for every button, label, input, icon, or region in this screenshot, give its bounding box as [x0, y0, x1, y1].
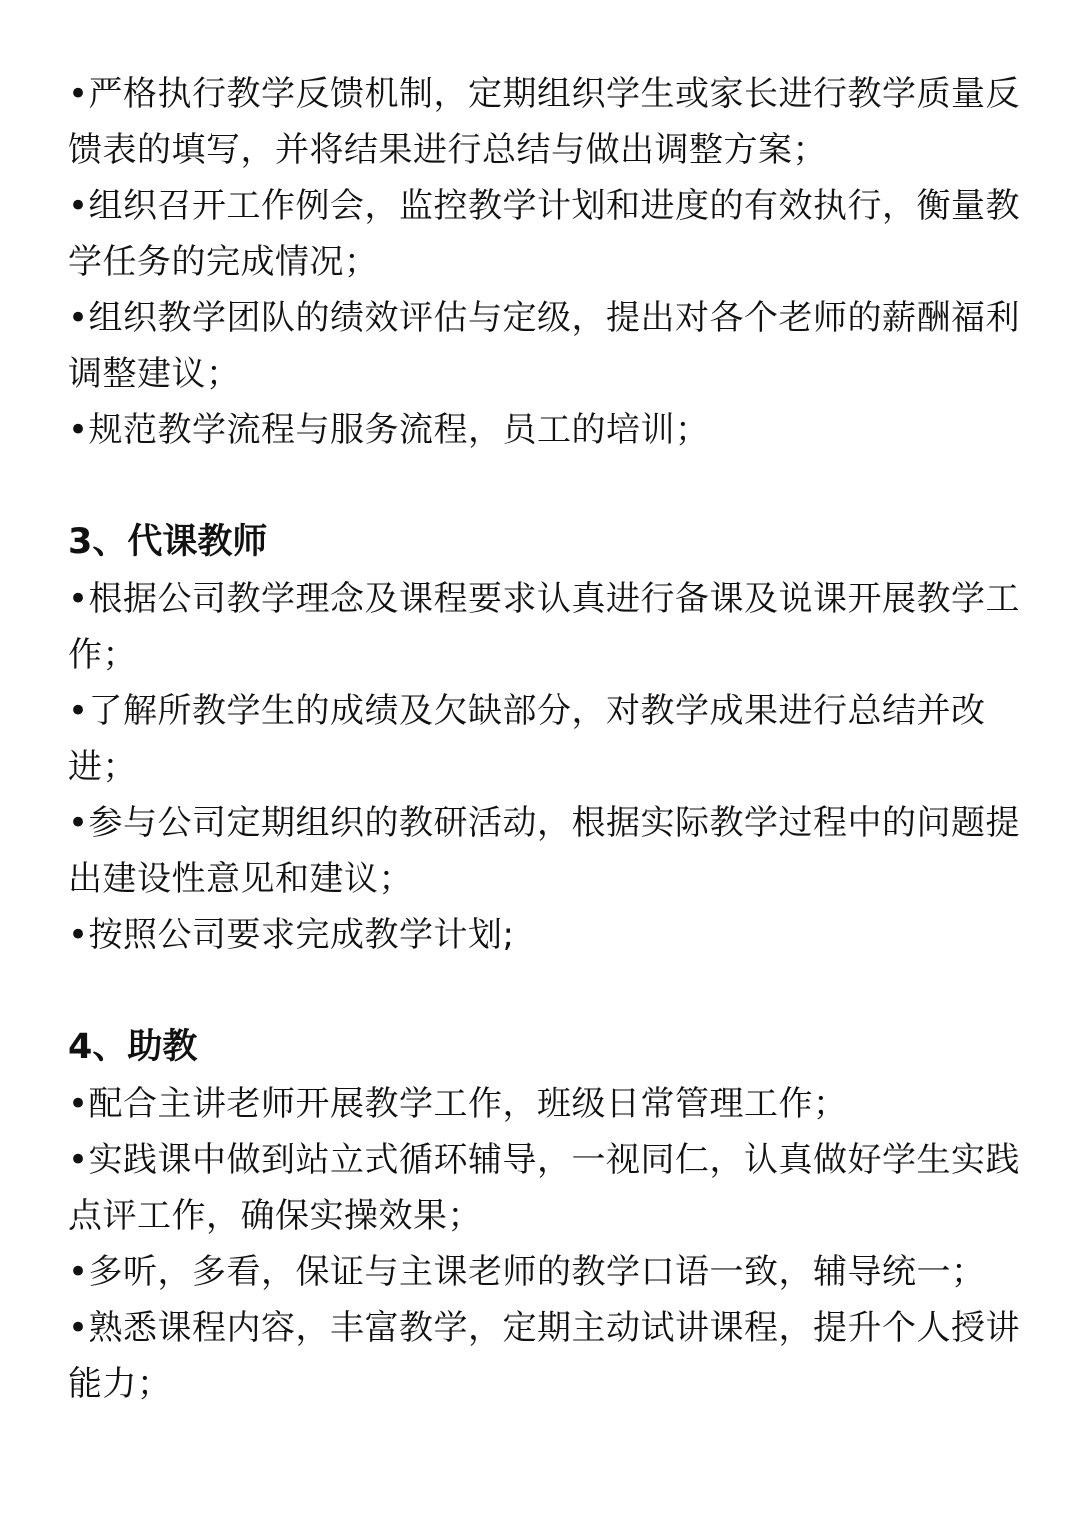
- bullet-item: •实践课中做到站立式循环辅导，一视同仁，认真做好学生实践点评工作，确保实操效果；: [68, 1140, 1021, 1236]
- section-teaching-assistant: [68, 1019, 1023, 1412]
- bullet-item: •按照公司要求完成教学计划;: [68, 915, 515, 955]
- section-heading: 4、助教: [68, 1027, 198, 1067]
- bullet-item: •规范教学流程与服务流程，员工的培训；: [68, 410, 710, 450]
- section-heading: 3、代课教师: [68, 522, 268, 562]
- bullet-item: •多听，多看，保证与主课老师的教学口语一致，辅导统一；: [68, 1252, 986, 1292]
- bullet-item: •组织教学团队的绩效评估与定级，提出对各个老师的薪酬福利调整建议；: [68, 298, 1021, 394]
- bullet-item: •熟悉课程内容，丰富教学，定期主动试讲课程，提升个人授讲能力；: [68, 1308, 1021, 1404]
- section-substitute-teacher: [68, 514, 1023, 963]
- bullet-item: •了解所教学生的成绩及欠缺部分，对教学成果进行总结并改进；: [68, 691, 986, 787]
- bullet-item: •根据公司教学理念及课程要求认真进行备课及说课开展教学工作；: [68, 579, 1021, 675]
- bullet-item: •配合主讲老师开展教学工作，班级日常管理工作；: [68, 1084, 848, 1124]
- section-head-teacher-duties: [68, 66, 1023, 458]
- document-page: [68, 66, 1023, 1412]
- bullet-item: •组织召开工作例会，监控教学计划和进度的有效执行，衡量教学任务的完成情况；: [68, 186, 1021, 282]
- bullet-item: •严格执行教学反馈机制，定期组织学生或家长进行教学质量反馈表的填写，并将结果进行总结与做出调整方案；: [68, 74, 1021, 170]
- bullet-item: •参与公司定期组织的教研活动，根据实际教学过程中的问题提出建设性意见和建议；: [68, 803, 1021, 899]
